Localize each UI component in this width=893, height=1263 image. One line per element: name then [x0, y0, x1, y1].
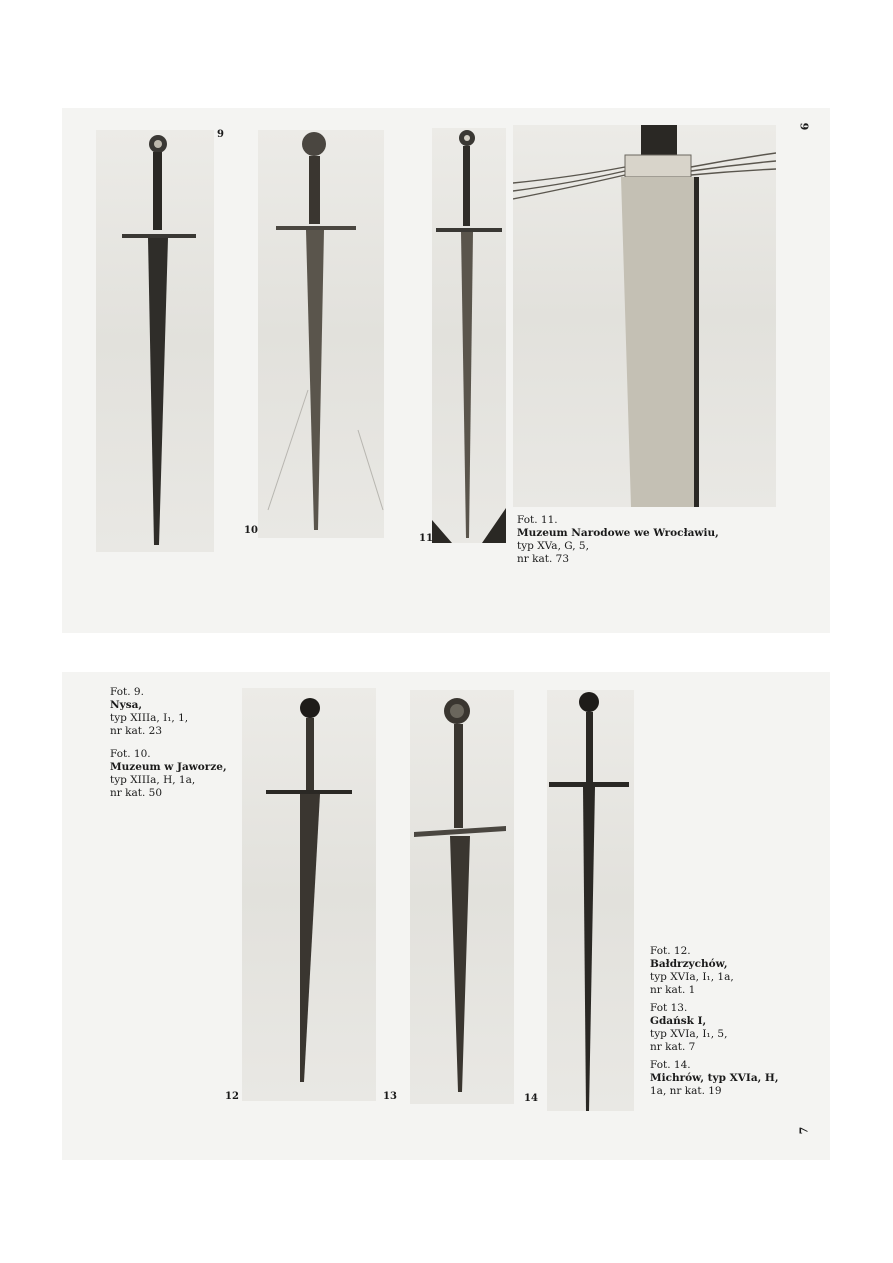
caption-line: nr kat. 23	[110, 725, 162, 737]
photo-sword-13	[410, 690, 514, 1104]
caption-line: 1a, nr kat. 19	[650, 1085, 722, 1097]
caption-line: typ XIIIa, H, 1a,	[110, 774, 196, 786]
caption-line: Fot. 9.	[110, 686, 144, 698]
caption-line: nr kat. 7	[650, 1041, 696, 1053]
caption-line: typ XVIa, I₁, 1a,	[650, 971, 734, 983]
caption-line: nr kat. 1	[650, 984, 696, 996]
caption-line: typ XIIIa, I₁, 1,	[110, 712, 189, 724]
caption-line: Gdańsk I,	[650, 1015, 707, 1027]
figure-number-12: 12	[225, 1091, 239, 1102]
bottom-page-number: 7	[797, 1126, 811, 1135]
figure-number-11: 11	[419, 533, 433, 544]
caption-fot-11	[517, 514, 719, 566]
photo-sword-11	[432, 128, 506, 543]
top-page-number: 9	[797, 122, 811, 131]
figure-number-14: 14	[524, 1093, 538, 1104]
photo-sword-9	[96, 130, 214, 552]
caption-line: Nysa,	[110, 699, 143, 711]
figure-number-9: 9	[217, 129, 224, 140]
photo-sword-12	[242, 688, 376, 1101]
photo-sword-14	[547, 690, 634, 1111]
caption-line: Muzeum w Jaworze,	[110, 761, 227, 773]
caption-line: Bałdrzychów,	[650, 958, 728, 970]
photo-sword-11-detail	[513, 125, 776, 507]
figure-number-13: 13	[383, 1091, 397, 1102]
caption-line: nr kat. 73	[517, 553, 569, 565]
photo-sword-10	[258, 130, 384, 538]
caption-fot-9	[110, 686, 227, 800]
caption-line: Michrów, typ XVIa, H,	[650, 1072, 779, 1084]
caption-line: Fot. 10.	[110, 748, 151, 760]
figure-number-10: 10	[244, 525, 258, 536]
caption-line: nr kat. 50	[110, 787, 162, 799]
caption-fot-12-14	[650, 945, 779, 1098]
caption-line: Muzeum Narodowe we Wrocławiu,	[517, 527, 719, 539]
caption-line: Fot. 11.	[517, 514, 558, 526]
caption-line: Fot. 12.	[650, 945, 691, 957]
caption-line: typ XVIa, I₁, 5,	[650, 1028, 728, 1040]
caption-line: typ XVa, G, 5,	[517, 540, 589, 552]
caption-line: Fot 13.	[650, 1002, 688, 1014]
caption-line: Fot. 14.	[650, 1059, 691, 1071]
